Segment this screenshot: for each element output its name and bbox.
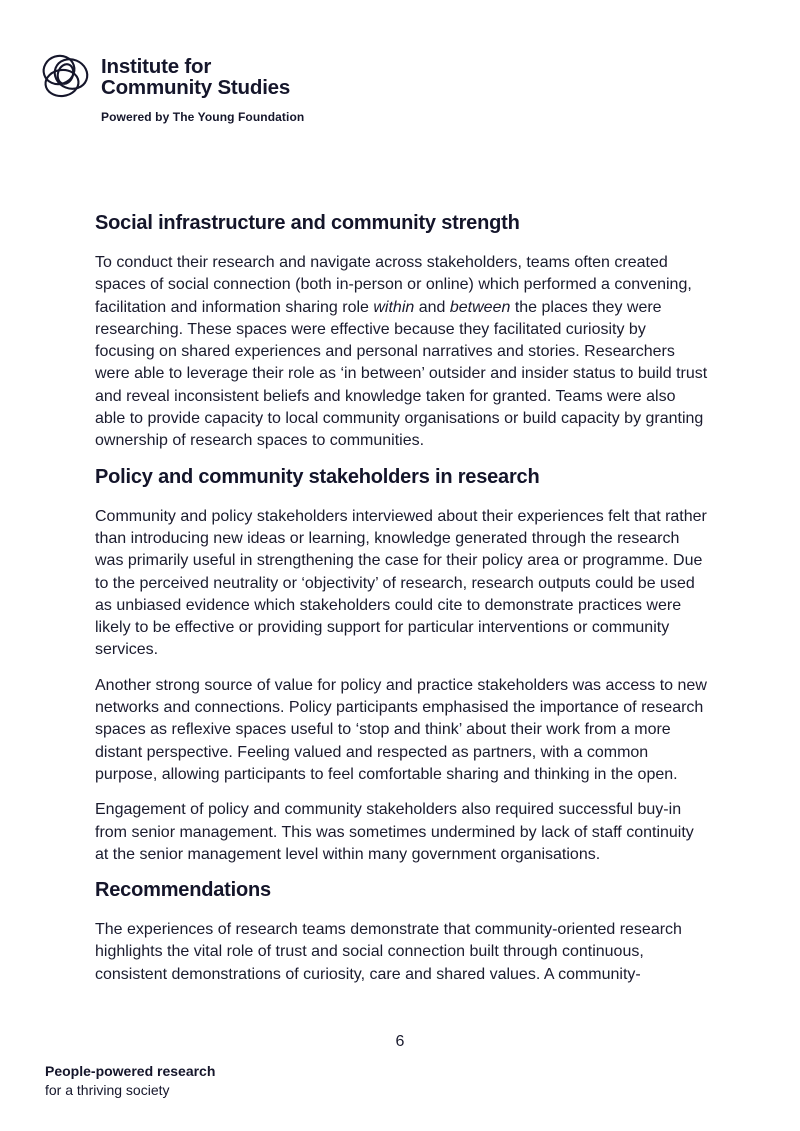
- footer-slogan-line1: People-powered research: [45, 1063, 216, 1079]
- paragraph-policy-3: Engagement of policy and community stakeholders also required successful buy-in from senior management. This was sometimes undermined by lack of staff continuity at the senior management level within many government organisations.: [95, 801, 694, 863]
- paragraph-run: and: [414, 298, 450, 316]
- document-body: [95, 212, 709, 999]
- logo-text: [101, 48, 304, 124]
- report-footer: [45, 1062, 215, 1100]
- paragraph-run: the places they were researching. These spaces were effective because they facilitated curiosity by focusing on shared experiences and personal narratives and stories. Researchers were able to leverage their role as ‘in between’ outsider and insider status to build trust and reveal inconsistent beliefs and knowledge taken for granted. Teams were also able to provide capacity to local community organisations or build capacity by granting ownership of research spaces to communities.: [95, 298, 708, 450]
- ics-logo-mark-icon: [38, 48, 94, 106]
- footer-slogan-line2: for a thriving society: [45, 1082, 170, 1098]
- paragraph-policy-2: Another strong source of value for policy and practice stakeholders was access to new networks and connections. Policy participants emphasised the importance of research spaces as reflexive spaces useful to ‘stop and think’ about their work from a more distant perspective. Feeling valued and respected as partners, with a common purpose, allowing participants to feel comfortable sharing and thinking in the open.: [95, 676, 707, 783]
- logo-tagline: Powered by The Young Foundation: [101, 110, 305, 124]
- section-heading-recommendations: Recommendations: [95, 879, 271, 902]
- page-number: 6: [395, 1033, 405, 1050]
- paragraph-run-italic: within: [373, 298, 415, 316]
- section-heading-social-infrastructure: Social infrastructure and community strength: [95, 212, 520, 234]
- paragraph-run: To conduct their research and navigate across stakeholders, teams often created spaces of social connection (both in-person or online) which performed a convening, facilitation and information sharing role: [95, 254, 692, 316]
- paragraph-social-infrastructure: [95, 252, 709, 453]
- logo-org-name-line2: Community Studies: [101, 75, 291, 99]
- paragraph-recommendations-1: The experiences of research teams demonstrate that community-oriented research highlights the vital role of trust and social connection built through continuous, consistent demonstrations of curiosity, care and shared values. A community-: [95, 921, 682, 983]
- logo-org-name-line1: Institute for: [101, 55, 212, 78]
- section-heading-policy-stakeholders: Policy and community stakeholders in research: [95, 465, 540, 488]
- ics-logo: [38, 48, 304, 124]
- paragraph-run-italic: between: [449, 298, 511, 316]
- paragraph-policy-1: Community and policy stakeholders interviewed about their experiences felt that rather than introducing new ideas or learning, knowledge generated through the research was primarily useful in strengthening the case for their policy area or programme. Due to the perceived neutrality or ‘objectivity’ of research, research outputs could be used as unbiased evidence which stakeholders could cite to demonstrate practices were likely to be effective or providing support for particular interventions or community services.: [95, 507, 707, 659]
